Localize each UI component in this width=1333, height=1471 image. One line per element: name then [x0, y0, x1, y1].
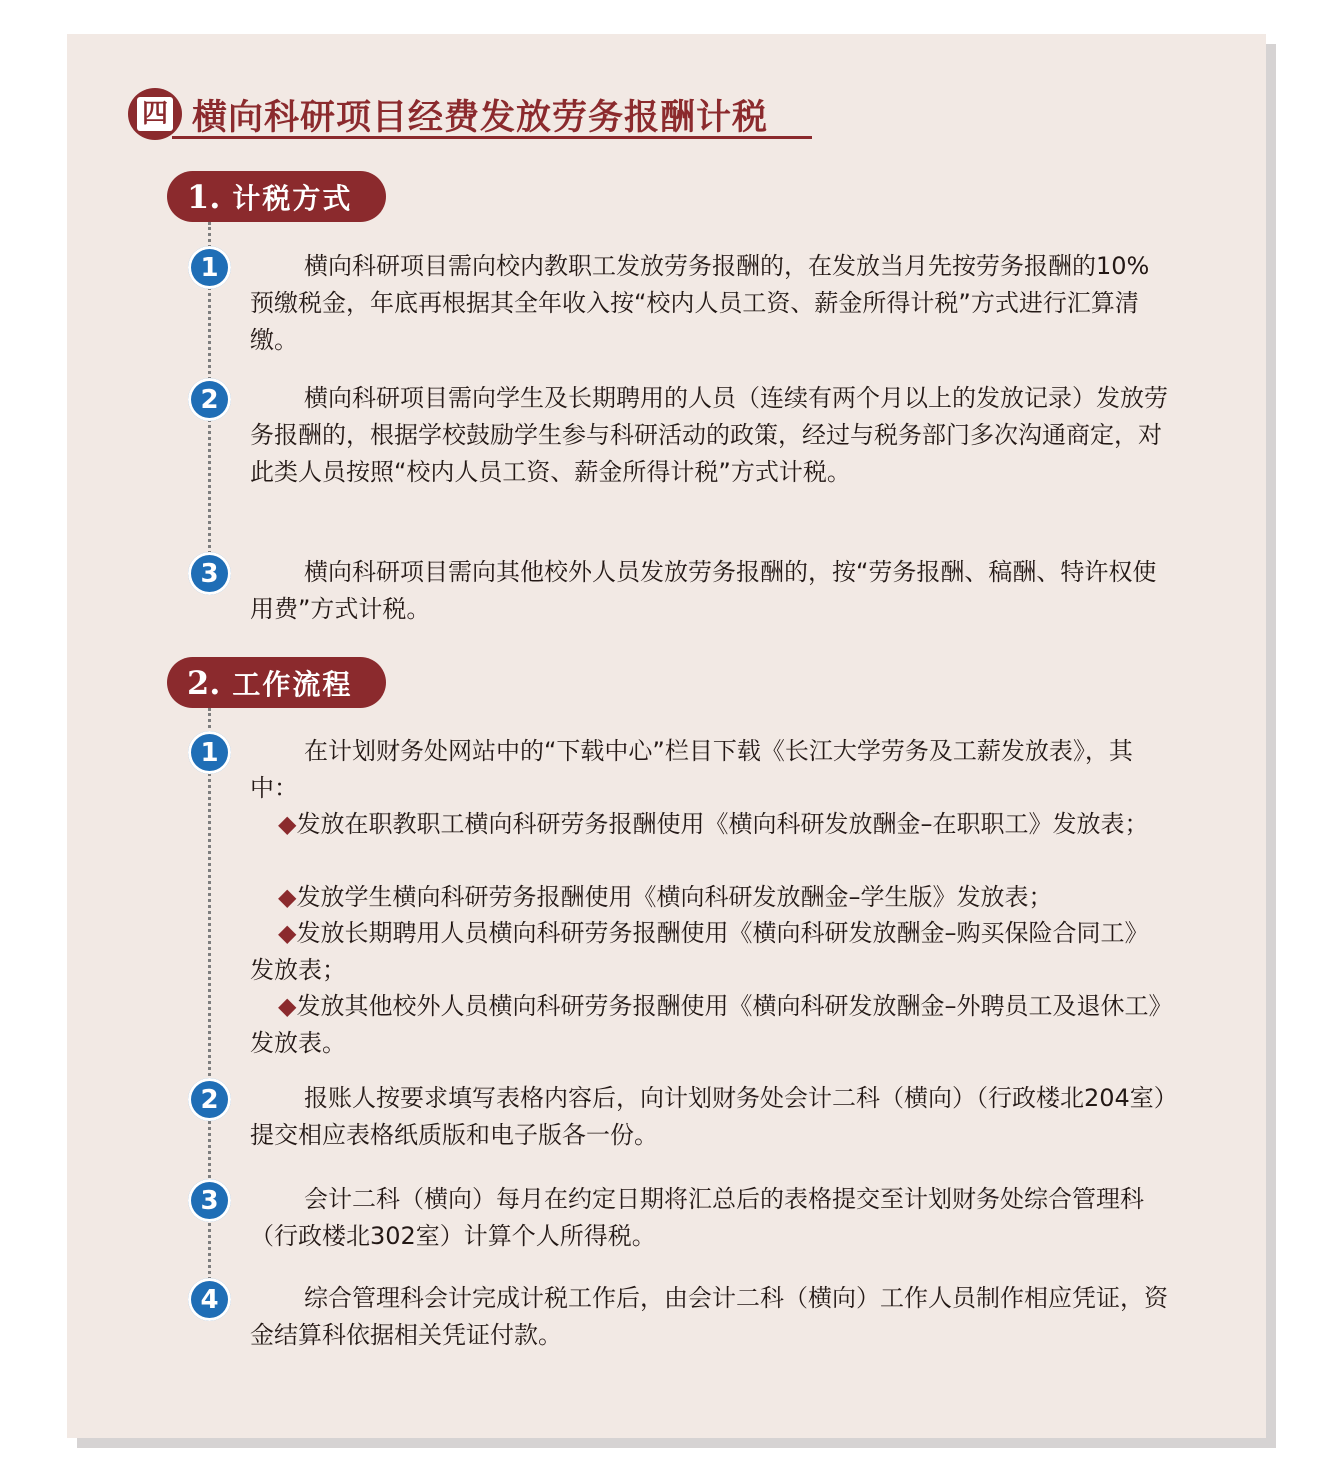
bullet-item — [250, 988, 1170, 1062]
step-2-2-marker: 2 — [188, 1078, 231, 1121]
page-title: 横向科研项目经费发放劳务报酬计税 — [192, 98, 769, 138]
header-badge — [128, 88, 182, 140]
bullet-item — [250, 879, 1170, 916]
diamond-bullet-icon: ◆ — [278, 992, 297, 1020]
step-1-2-marker: 2 — [188, 378, 231, 421]
bullet-item — [250, 806, 1170, 843]
diamond-bullet-icon: ◆ — [278, 919, 297, 947]
step-1-3-marker: 3 — [188, 552, 231, 595]
bullet-text: 发放在职教职工横向科研劳务报酬使用《横向科研发放酬金–在职职工》发放表； — [296, 810, 1149, 838]
bullet-item — [250, 915, 1170, 989]
section-2-number: 2. — [187, 663, 221, 702]
step-1-1-marker: 1 — [188, 246, 231, 289]
section-1-label: 计税方式 — [232, 181, 353, 215]
header-badge-text: 四 — [137, 97, 173, 131]
diamond-bullet-icon: ◆ — [278, 810, 297, 838]
step-1-2-text: 横向科研项目需向学生及长期聘用的人员（连续有两个月以上的发放记录）发放劳务报酬的，根据学校鼓励学生参与科研活动的政策，经过与税务部门多次沟通商定，对此类人员按照“校内人员工资、薪金所得计税”方式计税。 — [250, 384, 1168, 486]
section-2-label: 工作流程 — [232, 667, 353, 701]
section-1-heading — [167, 171, 386, 222]
step-2-3-marker: 3 — [188, 1179, 231, 1222]
step-2-4-text: 综合管理科会计完成计税工作后，由会计二科（横向）工作人员制作相应凭证，资金结算科依据相关凭证付款。 — [250, 1284, 1168, 1349]
step-1-1-text: 横向科研项目需向校内教职工发放劳务报酬的，在发放当月先按劳务报酬的10%预缴税金，年底再根据其全年收入按“校内人员工资、薪金所得计税”方式进行汇算清缴。 — [250, 252, 1150, 354]
step-2-2-text: 报账人按要求填写表格内容后，向计划财务处会计二科（横向）（行政楼北204室）提交相应表格纸质版和电子版各一份。 — [250, 1084, 1166, 1149]
step-2-1-text: 在计划财务处网站中的“下载中心”栏目下载《长江大学劳务及工薪发放表》，其中： — [250, 737, 1133, 802]
section-1-number: 1. — [187, 177, 221, 216]
step-2-1-marker: 1 — [188, 731, 231, 774]
diamond-bullet-icon: ◆ — [278, 883, 297, 911]
bullet-text: 发放长期聘用人员横向科研劳务报酬使用《横向科研发放酬金–购买保险合同工》发放表； — [250, 919, 1149, 984]
section-2-heading — [167, 657, 386, 708]
bullet-text: 发放学生横向科研劳务报酬使用《横向科研发放酬金–学生版》发放表； — [296, 883, 1053, 911]
step-2-4-marker: 4 — [188, 1278, 231, 1321]
step-2-3-text: 会计二科（横向）每月在约定日期将汇总后的表格提交至计划财务处综合管理科（行政楼北302室）计算个人所得税。 — [250, 1185, 1144, 1250]
bullet-text: 发放其他校外人员横向科研劳务报酬使用《横向科研发放酬金–外聘员工及退休工》发放表。 — [250, 992, 1161, 1057]
step-1-3-text: 横向科研项目需向其他校外人员发放劳务报酬的，按“劳务报酬、稿酬、特许权使用费”方式计税。 — [250, 558, 1157, 623]
